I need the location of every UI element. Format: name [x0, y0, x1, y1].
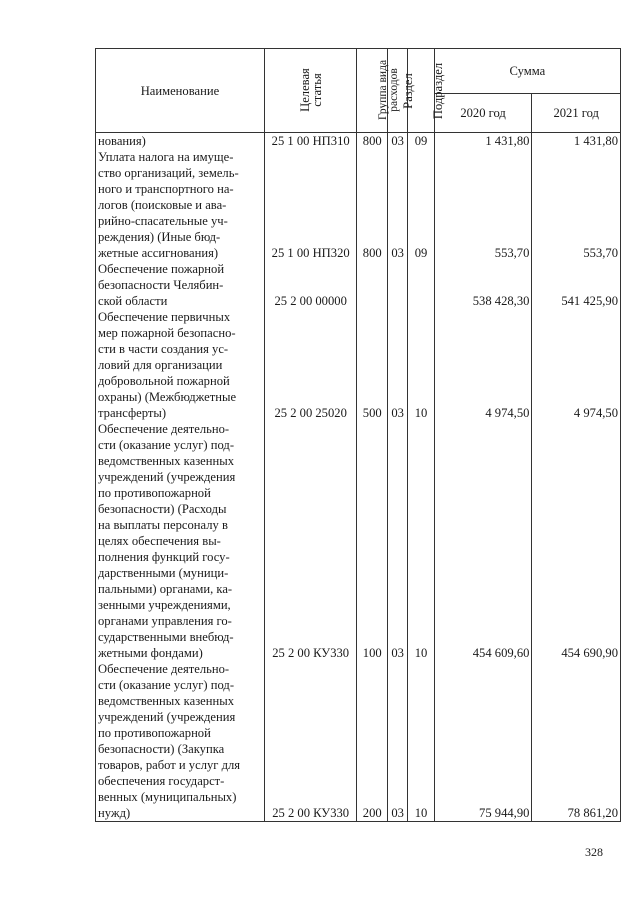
table-row — [96, 149, 621, 261]
row-target: 25 1 00 НП310 — [264, 133, 357, 150]
row-subsection: 10 — [408, 661, 434, 822]
row-subsection — [408, 261, 434, 309]
header-group-text — [379, 60, 401, 120]
row-section: 03 — [387, 421, 407, 661]
row-sum-2020: 553,70 — [434, 149, 532, 261]
header-sum: Сумма — [434, 49, 620, 94]
row-sum-2021: 541 425,90 — [532, 261, 621, 309]
row-group: 100 — [357, 421, 388, 661]
row-sum-2021: 78 861,20 — [532, 661, 621, 822]
row-subsection: 09 — [408, 149, 434, 261]
row-sum-2020: 538 428,30 — [434, 261, 532, 309]
row-name: Обеспечение первичных мер пожарной безопасно- сти в части создания ус- ловий для организации добровольной пожарной охраны) (Межбюджетные трансферты) — [96, 309, 265, 421]
row-name: Обеспечение пожарной безопасности Челябин- ской области — [96, 261, 265, 309]
header-year-2020: 2020 год — [434, 94, 532, 133]
row-group: 200 — [357, 661, 388, 822]
row-sum-2020: 1 431,80 — [434, 133, 532, 150]
row-name: Обеспечение деятельно- сти (оказание услуг) под- ведомственных казенных учреждений (учреждения по противопожарной безопасности) (Закупка товаров, работ и услуг для обеспечения государст- венных (муниципальных) нужд) — [96, 661, 265, 822]
row-sum-2020: 75 944,90 — [434, 661, 532, 822]
row-section: 03 — [387, 661, 407, 822]
row-section: 03 — [387, 309, 407, 421]
budget-table — [95, 48, 621, 822]
row-section: 03 — [387, 133, 407, 150]
header-subsection-text: Подраздел — [431, 62, 446, 119]
row-name: нования) — [96, 133, 265, 150]
table-row — [96, 261, 621, 309]
row-group: 800 — [357, 149, 388, 261]
row-group: 800 — [357, 133, 388, 150]
row-sum-2021: 1 431,80 — [532, 133, 621, 150]
table-row — [96, 133, 621, 150]
table-row — [96, 421, 621, 661]
row-name: Обеспечение деятельно- сти (оказание услуг) под- ведомственных казенных учреждений (учреждения по противопожарной безопасности) (Расходы на выплаты персоналу в целях обеспечения вы- полнения функций госу- дарственными (муници- пальными) органами, ка- зенными учреждениями, органами управления го- сударственными внебюд- жетными фондами) — [96, 421, 265, 661]
row-target: 25 2 00 КУ330 — [264, 661, 357, 822]
row-subsection: 10 — [408, 421, 434, 661]
row-group: 500 — [357, 309, 388, 421]
row-name: Уплата налога на имуще- ство организаций, земель- ного и транспортного на- логов (поисковые и ава- рийно-спасательные уч- реждения) (Иные бюд- жетные ассигнования) — [96, 149, 265, 261]
row-subsection: 10 — [408, 309, 434, 421]
row-sum-2021: 553,70 — [532, 149, 621, 261]
row-target: 25 1 00 НП320 — [264, 149, 357, 261]
row-target: 25 2 00 КУ330 — [264, 421, 357, 661]
row-group — [357, 261, 388, 309]
row-section — [387, 261, 407, 309]
header-target-text: Целевая статья — [297, 67, 324, 112]
row-section: 03 — [387, 149, 407, 261]
row-sum-2021: 454 690,90 — [532, 421, 621, 661]
header-group-line2: расходов — [388, 68, 401, 112]
row-target: 25 2 00 00000 — [264, 261, 357, 309]
header-section-text: Раздел — [400, 72, 415, 109]
row-sum-2020: 454 609,60 — [434, 421, 532, 661]
table-row — [96, 661, 621, 822]
table-row — [96, 309, 621, 421]
row-target: 25 2 00 25020 — [264, 309, 357, 421]
row-subsection: 09 — [408, 133, 434, 150]
row-sum-2020: 4 974,50 — [434, 309, 532, 421]
header-name: Наименование — [96, 49, 265, 133]
header-year-2021: 2021 год — [532, 94, 621, 133]
page-number: 328 — [585, 845, 603, 859]
header-group — [357, 49, 401, 133]
header-target — [264, 49, 357, 133]
header-group-line1: Группа вида — [377, 59, 390, 121]
row-sum-2021: 4 974,50 — [532, 309, 621, 421]
